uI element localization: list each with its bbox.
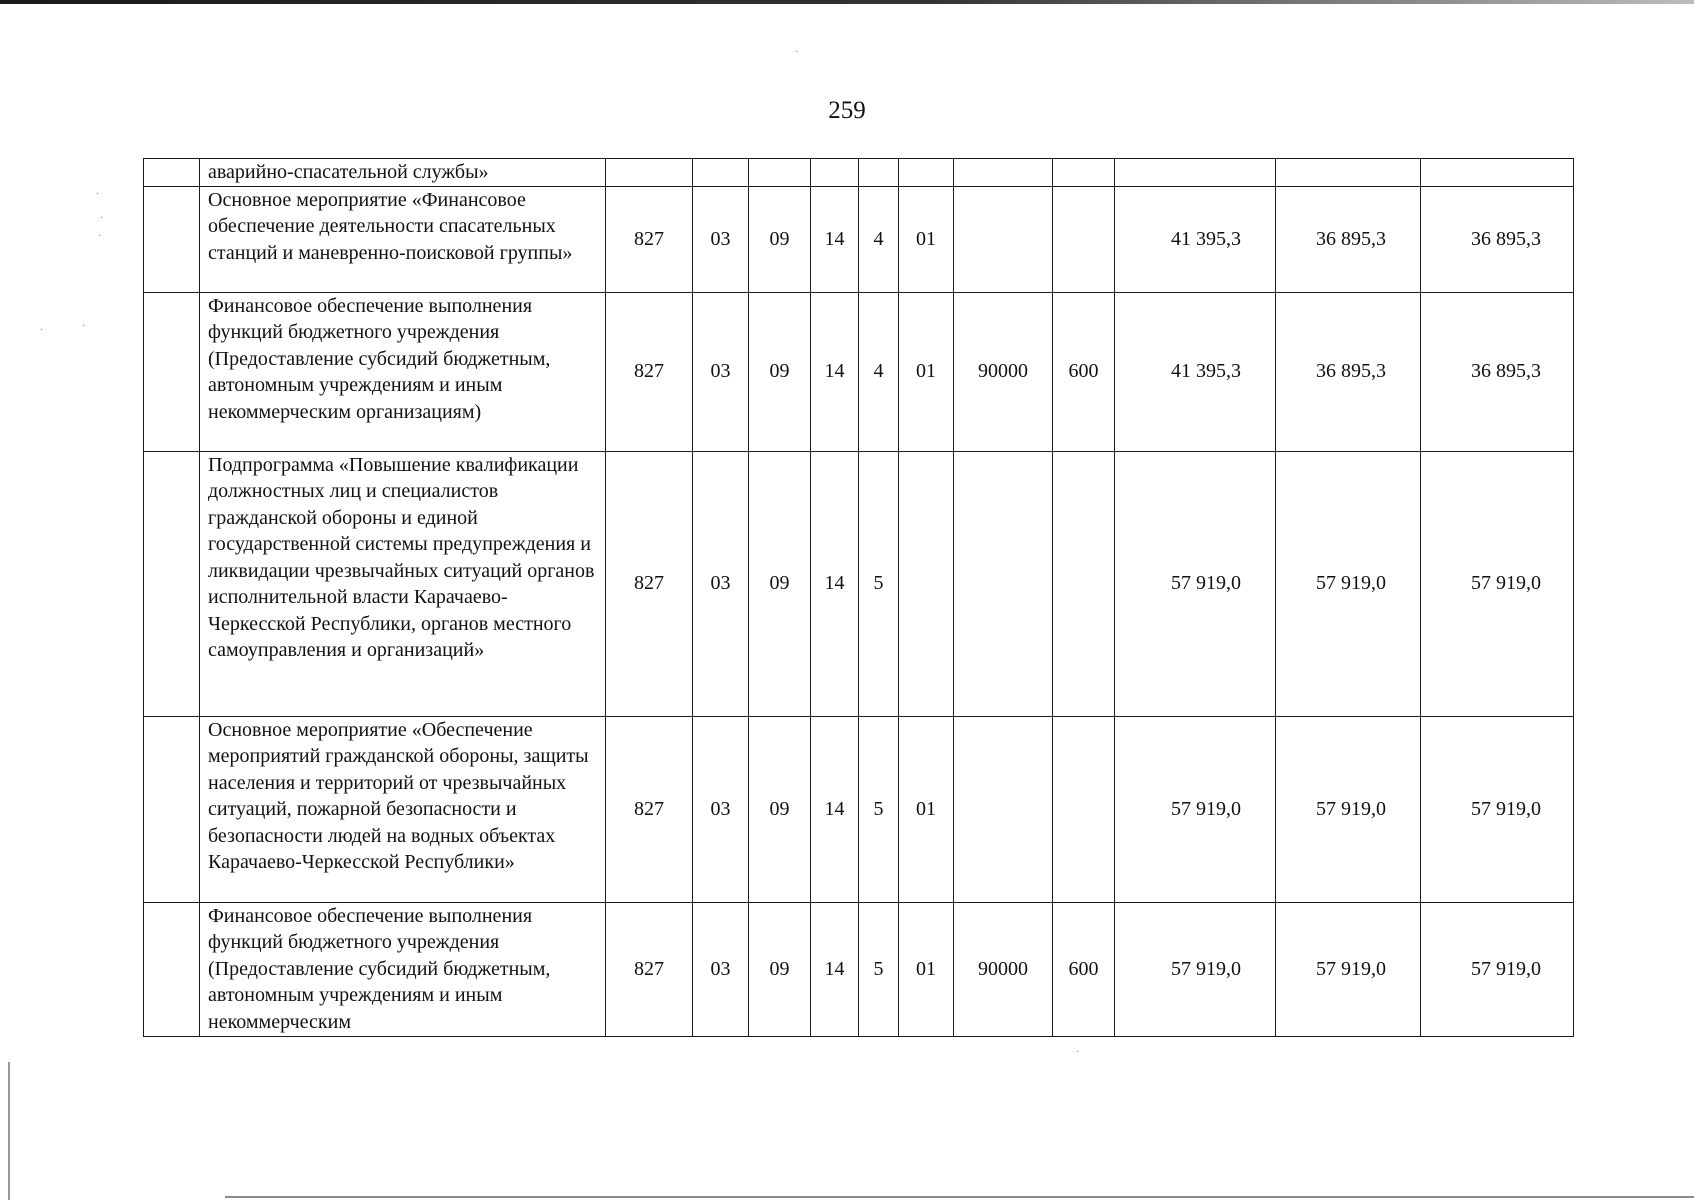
left-scan-edge: [8, 1062, 10, 1200]
section-code: 03: [693, 292, 749, 451]
amount-year-2: [1276, 159, 1421, 187]
table-row: [144, 186, 1574, 292]
subsection-code: 09: [749, 451, 811, 716]
event-code: 01: [899, 186, 954, 292]
event-code: [899, 451, 954, 716]
scan-speck: ·: [100, 213, 104, 224]
expense-type-code: 600: [1053, 902, 1115, 1036]
direction-code: [954, 451, 1053, 716]
expense-type-code: 600: [1053, 292, 1115, 451]
amount-year-1: 41 395,3: [1115, 292, 1276, 451]
subprogram-code: 5: [859, 902, 899, 1036]
admin-code: 827: [606, 902, 693, 1036]
admin-code: 827: [606, 451, 693, 716]
admin-code: 827: [606, 292, 693, 451]
scan-speck: ·: [795, 47, 799, 58]
subsection-code: 09: [749, 186, 811, 292]
program-code: 14: [811, 716, 859, 902]
scan-speck: ·: [96, 189, 100, 200]
expense-type-code: [1053, 159, 1115, 187]
page-number: 259: [828, 97, 866, 124]
amount-year-2: 57 919,0: [1276, 716, 1421, 902]
scan-speck: ·: [82, 321, 86, 332]
scan-speck: ·: [40, 325, 44, 336]
amount-year-3: 36 895,3: [1421, 186, 1574, 292]
item-name: Финансовое обеспечение выполнения функций бюджетного учреждения (Предоставление субсидий бюджетным, автономным учреждениям и иным некоммерческим: [200, 902, 606, 1036]
item-name: Подпрограмма «Повышение квалификации должностных лиц и специалистов гражданской обороны и единой государственной системы предупреждения и ликвидации чрезвычайных ситуаций органов исполнительной власти Карачаево-Черкесской Республики, органов местного самоуправления и организаций»: [200, 451, 606, 716]
table-row: [144, 159, 1574, 187]
amount-year-1: 57 919,0: [1115, 716, 1276, 902]
subprogram-code: 5: [859, 716, 899, 902]
amount-year-1: [1115, 159, 1276, 187]
table-row: [144, 902, 1574, 1036]
item-name: Основное мероприятие «Обеспечение мероприятий гражданской обороны, защиты населения и территорий от чрезвычайных ситуаций, пожарной безопасности и безопасности людей на водных объектах Карачаево-Черкесской Республики»: [200, 716, 606, 902]
amount-year-3: [1421, 159, 1574, 187]
table-row: [144, 451, 1574, 716]
amount-year-1: 41 395,3: [1115, 186, 1276, 292]
row-number-cell: [144, 159, 200, 187]
event-code: 01: [899, 292, 954, 451]
section-code: 03: [693, 902, 749, 1036]
row-number-cell: [144, 186, 200, 292]
direction-code: 90000: [954, 902, 1053, 1036]
event-code: 01: [899, 716, 954, 902]
subprogram-code: 4: [859, 186, 899, 292]
item-name: Финансовое обеспечение выполнения функций бюджетного учреждения (Предоставление субсидий бюджетным, автономным учреждениям и иным некоммерческим организациям): [200, 292, 606, 451]
subsection-code: 09: [749, 902, 811, 1036]
amount-year-3: 57 919,0: [1421, 451, 1574, 716]
amount-year-3: 36 895,3: [1421, 292, 1574, 451]
program-code: 14: [811, 292, 859, 451]
amount-year-2: 57 919,0: [1276, 902, 1421, 1036]
table-row: [144, 716, 1574, 902]
amount-year-2: 57 919,0: [1276, 451, 1421, 716]
amount-year-3: 57 919,0: [1421, 902, 1574, 1036]
budget-table: [143, 158, 1574, 1037]
scan-speck: ·: [1076, 1047, 1080, 1058]
direction-code: [954, 159, 1053, 187]
row-number-cell: [144, 716, 200, 902]
direction-code: 90000: [954, 292, 1053, 451]
amount-year-2: 36 895,3: [1276, 186, 1421, 292]
section-code: 03: [693, 451, 749, 716]
scan-speck: ·: [98, 231, 102, 242]
top-scan-edge: [0, 0, 1694, 4]
subsection-code: [749, 159, 811, 187]
expense-type-code: [1053, 451, 1115, 716]
program-code: 14: [811, 186, 859, 292]
amount-year-1: 57 919,0: [1115, 451, 1276, 716]
table-row: [144, 292, 1574, 451]
expense-type-code: [1053, 186, 1115, 292]
admin-code: 827: [606, 716, 693, 902]
row-number-cell: [144, 902, 200, 1036]
section-code: 03: [693, 186, 749, 292]
program-code: 14: [811, 451, 859, 716]
amount-year-2: 36 895,3: [1276, 292, 1421, 451]
row-number-cell: [144, 292, 200, 451]
subsection-code: 09: [749, 292, 811, 451]
item-name: аварийно-спасательной службы»: [200, 159, 606, 187]
direction-code: [954, 186, 1053, 292]
amount-year-1: 57 919,0: [1115, 902, 1276, 1036]
amount-year-3: 57 919,0: [1421, 716, 1574, 902]
row-number-cell: [144, 451, 200, 716]
admin-code: 827: [606, 186, 693, 292]
event-code: [899, 159, 954, 187]
subprogram-code: 4: [859, 292, 899, 451]
subprogram-code: 5: [859, 451, 899, 716]
section-code: [693, 159, 749, 187]
subprogram-code: [859, 159, 899, 187]
expense-type-code: [1053, 716, 1115, 902]
program-code: 14: [811, 902, 859, 1036]
direction-code: [954, 716, 1053, 902]
item-name: Основное мероприятие «Финансовое обеспечение деятельности спасательных станций и маневренно-поисковой группы»: [200, 186, 606, 292]
program-code: [811, 159, 859, 187]
admin-code: [606, 159, 693, 187]
section-code: 03: [693, 716, 749, 902]
subsection-code: 09: [749, 716, 811, 902]
bottom-scan-edge: [225, 1196, 1694, 1198]
event-code: 01: [899, 902, 954, 1036]
